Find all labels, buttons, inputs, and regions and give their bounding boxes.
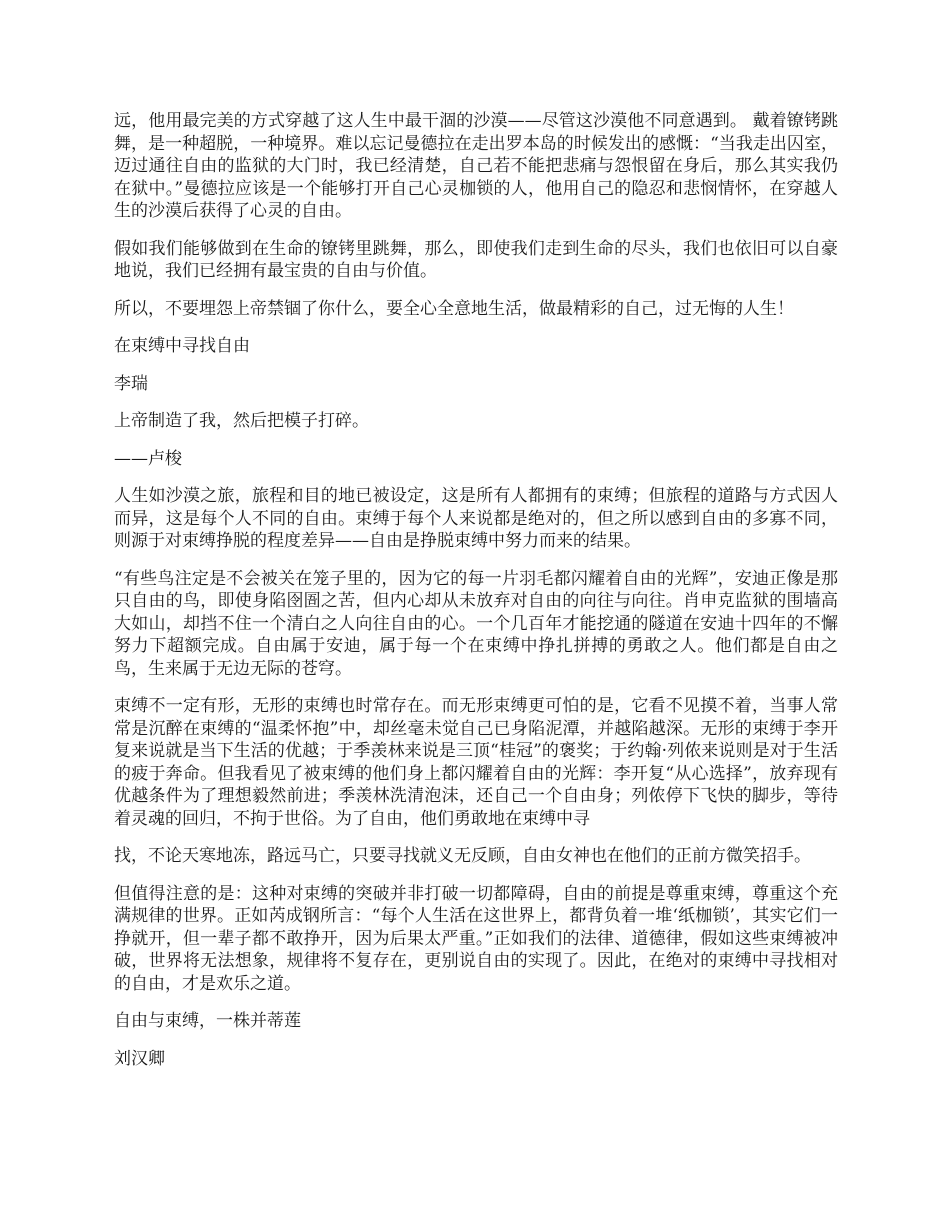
epigraph-attribution: ——卢梭 [114, 448, 182, 469]
next-essay-author: 刘汉卿 [114, 1048, 165, 1069]
paragraph-continuation: 找，不论天寒地冻，路远马亡，只要寻找就义无反顾，自由女神也在他们的正前方微笑招手。 [114, 846, 811, 866]
document-body [114, 110, 838, 1085]
paragraph-invisible-shackles: 束缚不一定有形，无形的束缚也时常存在。而无形束缚更可怕的是，它看不见摸不着，当事人常常是沉醉在束缚的“温柔怀抱”中，却丝毫未觉自己已身陷泥潭，并越陷越深。无形的束缚于李开复来说就是当下生活的优越；于季羡林来说是三顶“桂冠”的褒奖；于约翰·列侬来说则是对于生活的疲于奔命。但我看见了被束缚的他们身上都闪耀着自由的光辉：李开复“从心选择”，放弃现有优越条件为了理想毅然前进；季羡林洗清泡沫，还自己一个自由身；列侬停下飞快的脚步，等待着灵魂的回归，不拘于世俗。为了自由，他们勇敢地在束缚中寻 [114, 696, 838, 829]
essay-author: 李瑞 [114, 373, 148, 394]
essay-title: 在束缚中寻找自由 [114, 336, 250, 356]
paragraph-mandela: 远，他用最完美的方式穿越了这人生中最干涸的沙漠——尽管这沙漠他不同意遇到。 戴着镣铐跳舞，是一种超脱，一种境界。难以忘记曼德拉在走出罗本岛的时候发出的感慨：“当我走出囚室，迈过通往自由的监狱的大门时，我已经清楚，自己若不能把悲痛与怨恨留在身后，那么其实我仍在狱中。”曼德拉应该是一个能够打开自己心灵枷锁的人，他用自己的隐忍和悲悯情怀，在穿越人生的沙漠后获得了心灵的自由。 [114, 111, 838, 221]
epigraph-quote: 上帝制造了我，然后把模子打碎。 [114, 411, 369, 431]
paragraph-respect-rules: 但值得注意的是：这种对束缚的突破并非打破一切都障碍，自由的前提是尊重束缚，尊重这个充满规律的世界。正如芮成钢所言：“每个人生活在这世界上，都背负着一堆‘纸枷锁’，其实它们一挣就开，但一辈子都不敢挣开，因为后果太严重。”正如我们的法律、道德律，假如这些束缚被冲破，世界将无法想象，规律将不复存在，更别说自由的实现了。因此，在绝对的束缚中寻找相对的自由，才是欢乐之道。 [114, 883, 838, 994]
paragraph-conclusion: 所以，不要埋怨上帝禁锢了你什么，要全心全意地生活，做最精彩的自己，过无悔的人生！ [114, 298, 794, 319]
paragraph-desert-journey: 人生如沙漠之旅，旅程和目的地已被设定，这是所有人都拥有的束缚；但旅程的道路与方式因人而异，这是每个人不同的自由。束缚于每个人来说都是绝对的，但之所以感到自由的多寡不同，则源于对束缚挣脱的程度差异——自由是挣脱束缚中努力而来的结果。 [114, 486, 838, 551]
next-essay-title: 自由与束缚，一株并蒂莲 [114, 1011, 301, 1031]
paragraph-andy: “有些鸟注定是不会被关在笼子里的，因为它的每一片羽毛都闪耀着自由的光辉”，安迪正像是那只自由的鸟，即使身陷囹圄之苦，但内心却从未放弃对自由的向往与向往。肖申克监狱的围墙高大如山，却挡不住一个清白之人向往自由的心。一个几百年才能挖通的隧道在安迪十四年的不懈努力下超额完成。自由属于安迪，属于每一个在束缚中挣扎拼搏的勇敢之人。他们都是自由之鸟，生来属于无边无际的苍穹。 [114, 568, 838, 679]
paragraph-dance-in-shackles: 假如我们能够做到在生命的镣铐里跳舞，那么，即使我们走到生命的尽头，我们也依旧可以自豪地说，我们已经拥有最宝贵的自由与价值。 [114, 238, 838, 281]
